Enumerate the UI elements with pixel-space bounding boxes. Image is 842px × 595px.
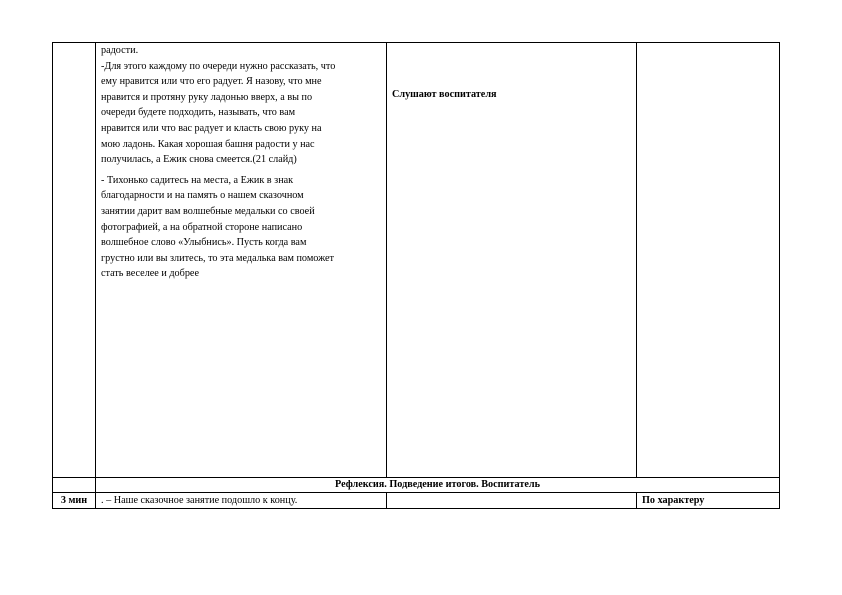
activity-paragraph-1 [101, 43, 383, 168]
text-line: нравится или что вас радует и класть свою руку на [101, 122, 322, 134]
activity-cell-row2 [101, 493, 383, 509]
text-line: - Тихонько садитесь на места, а Ежик в знак [101, 174, 294, 186]
text-line: мою ладонь. Какая хорошая башня радости у нас [101, 138, 315, 150]
result-cell-row2 [642, 493, 776, 509]
children-response-text: Слушают воспитателя [392, 89, 497, 100]
text-line: очереди будете подходить, называть, что вам [101, 107, 296, 119]
activity-paragraph-2 [101, 173, 383, 282]
activity-column-border-row2 [386, 492, 387, 509]
activity-cell-row1 [101, 43, 383, 282]
time-value: 3 мин [60, 495, 88, 506]
text-line: волшебное слово «Улыбнись». Пусть когда вам [101, 237, 307, 249]
text-line: благодарности и на память о нашем сказочном [101, 190, 304, 202]
text-line: получилась, а Ежик снова смеется.(21 слайд) [101, 154, 297, 166]
result-text: По характеру [642, 495, 705, 506]
text-line: радости. [101, 45, 139, 56]
section-header-text: Рефлексия. Подведение итогов. Воспитатель [334, 479, 540, 490]
time-cell-row2 [53, 493, 95, 509]
text-line: нравится и протяну руку ладонью вверх, а вы по [101, 91, 313, 103]
text-line: занятии дарит вам волшебные медальки со своей [101, 205, 315, 217]
children-cell-row1 [392, 87, 632, 103]
text-line: фотографией, а на обратной стороне написано [101, 221, 303, 233]
activity-text: . – Наше сказочное занятие подошло к концу. [101, 495, 298, 506]
text-line: -Для этого каждому по очереди нужно рассказать, что [101, 60, 336, 72]
children-column-border-row1 [636, 42, 637, 478]
children-column-border-row2 [636, 492, 637, 509]
activity-column-border-row1 [386, 42, 387, 478]
table-left-border [52, 42, 53, 509]
text-line: грустно или вы злитесь, то эта медалька вам поможет [101, 252, 334, 264]
text-line: ему нравится или что его радует. Я назову, что мне [101, 76, 322, 88]
text-line: стать веселее и добрее [101, 268, 199, 280]
section-header [96, 477, 779, 493]
time-column-border [95, 42, 96, 509]
table-right-border [779, 42, 780, 509]
